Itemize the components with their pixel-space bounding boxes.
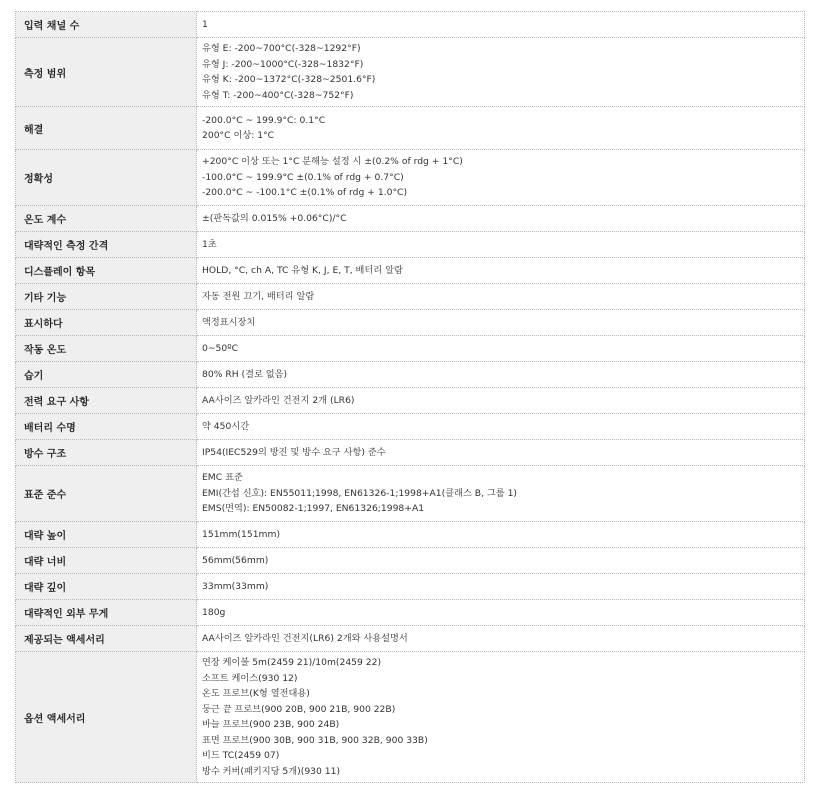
spec-label: 작동 온도 — [16, 336, 197, 362]
spec-row — [16, 206, 805, 232]
spec-value-line: HOLD, °C, ch A, TC 유형 K, J, E, T, 배터리 알람 — [202, 264, 403, 276]
spec-value — [197, 38, 805, 107]
spec-value-line: 유형 E: -200~700°C(-328~1292°F) — [202, 43, 361, 54]
spec-row — [16, 38, 805, 107]
spec-row — [16, 232, 805, 258]
spec-label: 대략적인 측정 간격 — [16, 232, 197, 258]
spec-row — [16, 284, 805, 310]
spec-value-line: 자동 전원 끄기, 배터리 알람 — [202, 290, 315, 302]
spec-row — [16, 12, 805, 38]
spec-row — [16, 574, 805, 600]
spec-row — [16, 522, 805, 548]
spec-label: 대략 너비 — [16, 548, 197, 574]
spec-value-line: -200.0°C ~ -100.1°C ±(0.1% of rdg + 1.0°C) — [202, 187, 408, 199]
spec-value — [197, 284, 805, 310]
spec-label: 대략 높이 — [16, 522, 197, 548]
spec-value-line: -100.0°C ~ 199.9°C ±(0.1% of rdg + 0.7°C) — [202, 171, 404, 183]
spec-label: 디스플레이 항목 — [16, 258, 197, 284]
spec-value-line: EMS(면역): EN50082-1;1997, EN61326;1998+A1 — [202, 503, 425, 515]
spec-label: 대략 깊이 — [16, 574, 197, 600]
spec-value-line: 유형 J: -200~1000°C(-328~1832°F) — [202, 58, 364, 70]
spec-table-body — [16, 12, 805, 783]
spec-value — [197, 362, 805, 388]
spec-row — [16, 440, 805, 466]
spec-row — [16, 336, 805, 362]
spec-value-line: 둥근 끝 프로브(900 20B, 900 21B, 900 22B) — [202, 703, 396, 715]
spec-value-line: ±(판독값의 0.015% +0.06°C)/°C — [202, 212, 347, 224]
spec-row — [16, 388, 805, 414]
spec-value-line: 1초 — [202, 238, 217, 250]
spec-table — [15, 11, 805, 783]
spec-value-line: EMI(간섭 신호): EN55011;1998, EN61326-1;1998+A1(클래스 B, 그룹 1) — [202, 487, 518, 499]
spec-value — [197, 107, 805, 150]
spec-row — [16, 652, 805, 783]
spec-value — [197, 150, 805, 206]
spec-row — [16, 362, 805, 388]
spec-label: 온도 계수 — [16, 206, 197, 232]
spec-value — [197, 440, 805, 466]
spec-value — [197, 548, 805, 574]
spec-value — [197, 388, 805, 414]
spec-value-line: 유형 T: -200~400°C(-328~752°F) — [202, 89, 354, 101]
spec-row — [16, 548, 805, 574]
spec-label: 제공되는 액세서리 — [16, 626, 197, 652]
spec-value-line: 연장 케이블 5m(2459 21)/10m(2459 22) — [202, 657, 382, 668]
spec-value-line: 방수 커버(패키지당 5개)(930 11) — [202, 765, 341, 777]
spec-value — [197, 652, 805, 783]
spec-row — [16, 466, 805, 522]
spec-row — [16, 107, 805, 150]
spec-value-line: 바늘 프로브(900 23B, 900 24B) — [202, 719, 340, 730]
spec-label: 습기 — [16, 362, 197, 388]
spec-value — [197, 206, 805, 232]
spec-label: 해결 — [16, 107, 197, 150]
spec-value — [197, 466, 805, 522]
spec-value — [197, 310, 805, 336]
spec-value — [197, 336, 805, 362]
spec-value — [197, 574, 805, 600]
spec-label: 방수 구조 — [16, 440, 197, 466]
spec-value-line: EMC 표준 — [202, 472, 243, 484]
spec-value-line: 180g — [202, 606, 226, 618]
spec-value-line: 80% RH (결로 없음) — [202, 368, 288, 380]
spec-value-line: 1 — [202, 18, 208, 30]
spec-value-line: 약 450시간 — [202, 420, 250, 432]
spec-label: 표시하다 — [16, 310, 197, 336]
spec-value-line: 200°C 이상: 1°C — [202, 130, 275, 141]
spec-value — [197, 600, 805, 626]
spec-value-line: IP54(IEC529의 방진 및 방수 요구 사항) 준수 — [202, 446, 386, 458]
spec-value-line: 56mm(56mm) — [202, 554, 269, 566]
spec-value — [197, 414, 805, 440]
spec-value-line: AA사이즈 알카라인 건전지 2개 (LR6) — [202, 394, 355, 406]
spec-table-container — [15, 11, 805, 783]
spec-value-line: -200.0°C ~ 199.9°C: 0.1°C — [202, 114, 326, 126]
spec-label: 정확성 — [16, 150, 197, 206]
spec-value — [197, 258, 805, 284]
spec-label: 측정 범위 — [16, 38, 197, 107]
spec-row — [16, 258, 805, 284]
spec-value-line: 0~50ºC — [202, 342, 238, 354]
spec-value — [197, 522, 805, 548]
spec-value-line: 표면 프로브(900 30B, 900 31B, 900 32B, 900 33B) — [202, 734, 428, 746]
spec-value-line: +200°C 이상 또는 1°C 분해능 설정 시 ±(0.2% of rdg + 1°C) — [202, 156, 463, 168]
spec-value-line: 유형 K: -200~1372°C(-328~2501.6°F) — [202, 74, 376, 85]
spec-label: 전력 요구 사항 — [16, 388, 197, 414]
spec-label: 표준 준수 — [16, 466, 197, 522]
spec-row — [16, 414, 805, 440]
spec-row — [16, 310, 805, 336]
spec-row — [16, 626, 805, 652]
spec-value — [197, 12, 805, 38]
spec-value-line: 비드 TC(2459 07) — [202, 750, 280, 761]
spec-label: 옵션 액세서리 — [16, 652, 197, 783]
spec-row — [16, 600, 805, 626]
spec-value-line: 액정표시장치 — [202, 316, 256, 328]
spec-value-line: 151mm(151mm) — [202, 528, 281, 540]
spec-label: 기타 기능 — [16, 284, 197, 310]
spec-row — [16, 150, 805, 206]
spec-value-line: 소프트 케이스(930 12) — [202, 672, 298, 684]
spec-label: 배터리 수명 — [16, 414, 197, 440]
spec-value — [197, 626, 805, 652]
spec-value-line: AA사이즈 알카라인 건전지(LR6) 2개와 사용설명서 — [202, 632, 408, 644]
spec-value-line: 33mm(33mm) — [202, 580, 269, 592]
spec-value-line: 온도 프로브(K형 열전대용) — [202, 688, 310, 699]
spec-value — [197, 232, 805, 258]
spec-label: 대략적인 외부 무게 — [16, 600, 197, 626]
spec-label: 입력 채널 수 — [16, 12, 197, 38]
